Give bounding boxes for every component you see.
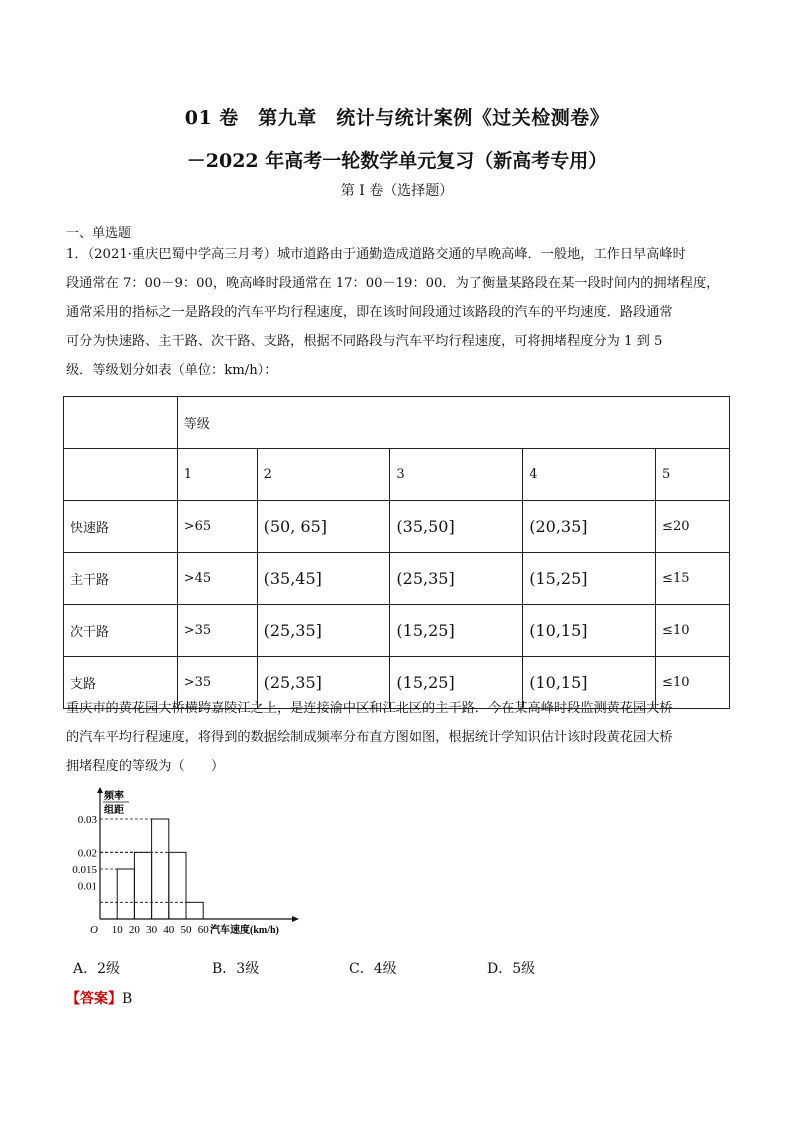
choice-letter: C． bbox=[349, 961, 374, 977]
table-cell: ≤10 bbox=[656, 657, 730, 709]
text-line: 的汽车平均行程速度，将得到的数据绘制成频率分布直方图如图，根据统计学知识估计该时段黄花园大桥 bbox=[66, 730, 673, 745]
x-tick-label: 20 bbox=[128, 924, 140, 936]
table-row bbox=[64, 553, 730, 605]
table-road-type: 支路 bbox=[64, 657, 178, 709]
answer-value: B bbox=[122, 991, 133, 1007]
text-line: 1．（2021·重庆巴蜀中学高三月考）城市道路由于通勤造成道路交通的早晚高峰．一般地，工作日早高峰时 bbox=[66, 247, 686, 262]
text-line: 段通常在 7：00－9：00，晚高峰时段通常在 17：00－19：00．为了衡量某路段在某一段时间内的拥堵程度， bbox=[66, 276, 720, 291]
table-level: 3 bbox=[390, 449, 523, 501]
table-row bbox=[64, 501, 730, 553]
table-cell: >35 bbox=[177, 605, 257, 657]
table-header-grade: 等级 bbox=[177, 397, 729, 449]
table-cell: (20,35] bbox=[523, 501, 656, 553]
table-cell: (10,15] bbox=[523, 657, 656, 709]
table-cell-empty bbox=[64, 397, 178, 449]
table-road-type: 次干路 bbox=[64, 605, 178, 657]
x-tick-label: 40 bbox=[163, 924, 175, 936]
origin-label: O bbox=[90, 924, 98, 936]
text-line: 重庆市的黄花园大桥横跨嘉陵江之上，是连接渝中区和江北区的主干路．今在某高峰时段监测黄花园大桥 bbox=[66, 701, 673, 716]
histogram-bar bbox=[152, 819, 169, 919]
table-cell: (15,25] bbox=[523, 553, 656, 605]
document-title: 01 卷 第九章 统计与统计案例《过关检测卷》 bbox=[184, 107, 610, 129]
choice-b[interactable] bbox=[212, 958, 259, 978]
table-cell: (15,25] bbox=[390, 657, 523, 709]
y-tick-label: 0.03 bbox=[77, 814, 97, 826]
choice-letter: D． bbox=[487, 961, 513, 977]
histogram-bar bbox=[169, 852, 186, 919]
text-line: 级．等级划分如表（单位：km/h）： bbox=[66, 363, 278, 378]
x-tick-label: 60 bbox=[197, 924, 209, 936]
table-cell: >35 bbox=[177, 657, 257, 709]
x-tick-label: 10 bbox=[111, 924, 123, 936]
choice-letter: A． bbox=[73, 961, 98, 977]
table-cell-empty bbox=[64, 449, 178, 501]
document-subtitle: －2022 年高考一轮数学单元复习（新高考专用） bbox=[186, 150, 608, 172]
x-axis-label: 汽车速度(km/h) bbox=[210, 925, 279, 936]
y-tick-label: 0.02 bbox=[77, 847, 97, 860]
congestion-grade-table bbox=[63, 396, 730, 709]
question-paragraph-2 bbox=[66, 694, 731, 781]
answer-line bbox=[66, 988, 132, 1008]
table-cell: (25,35] bbox=[390, 553, 523, 605]
table-row bbox=[64, 605, 730, 657]
histogram-bar bbox=[134, 852, 151, 919]
choice-text: 4级 bbox=[373, 961, 397, 977]
table-level: 1 bbox=[177, 449, 257, 501]
x-axis-arrow-icon bbox=[292, 916, 299, 922]
table-cell: (25,35] bbox=[257, 605, 390, 657]
choice-letter: B． bbox=[212, 961, 237, 977]
table-row bbox=[64, 397, 730, 449]
choice-c[interactable] bbox=[349, 958, 397, 978]
text-line: 可分为快速路、主干路、次干路、支路，根据不同路段与汽车平均行程速度，可将拥堵程度分为 1 到 5 bbox=[66, 334, 663, 349]
table-row bbox=[64, 449, 730, 501]
table-cell: ≤15 bbox=[656, 553, 730, 605]
text-line: 通常采用的指标之一是路段的汽车平均行程速度，即在该时间段通过该路段的汽车的平均速度．路段通常 bbox=[66, 305, 673, 320]
text-line: 拥堵程度的等级为（ ） bbox=[66, 759, 225, 774]
histogram-bar bbox=[117, 869, 134, 919]
table-cell: (10,15] bbox=[523, 605, 656, 657]
question-paragraph-1 bbox=[66, 240, 731, 385]
x-tick-label: 50 bbox=[180, 924, 192, 936]
table-cell: (35,45] bbox=[257, 553, 390, 605]
choice-text: 5级 bbox=[512, 961, 536, 977]
y-label-numerator: 频率 bbox=[104, 791, 124, 802]
table-road-type: 主干路 bbox=[64, 553, 178, 605]
choice-d[interactable] bbox=[487, 958, 535, 978]
table-cell: >45 bbox=[177, 553, 257, 605]
y-tick-label: 0.01 bbox=[77, 880, 97, 893]
table-cell: (15,25] bbox=[390, 605, 523, 657]
y-tick-label: 0.015 bbox=[72, 864, 97, 876]
frequency-histogram bbox=[70, 787, 300, 947]
table-level: 5 bbox=[656, 449, 730, 501]
histogram-bar bbox=[186, 902, 203, 919]
volume-heading: 第 I 卷（选择题） bbox=[340, 183, 454, 199]
answer-label: 【答案】 bbox=[66, 991, 122, 1007]
table-level: 2 bbox=[257, 449, 390, 501]
table-cell: (50, 65] bbox=[257, 501, 390, 553]
choice-text: 3级 bbox=[236, 961, 260, 977]
table-cell: >65 bbox=[177, 501, 257, 553]
table-cell: (25,35] bbox=[257, 657, 390, 709]
table-road-type: 快速路 bbox=[64, 501, 178, 553]
table-cell: (35,50] bbox=[390, 501, 523, 553]
x-tick-label: 30 bbox=[146, 924, 158, 936]
table-cell: ≤20 bbox=[656, 501, 730, 553]
section-heading: 一、单选题 bbox=[66, 226, 132, 241]
table-level: 4 bbox=[523, 449, 656, 501]
choice-a[interactable] bbox=[73, 958, 120, 978]
y-axis-arrow-icon bbox=[97, 787, 103, 793]
choice-text: 2级 bbox=[97, 961, 121, 977]
table-cell: ≤10 bbox=[656, 605, 730, 657]
y-label-denominator: 组距 bbox=[104, 805, 124, 816]
